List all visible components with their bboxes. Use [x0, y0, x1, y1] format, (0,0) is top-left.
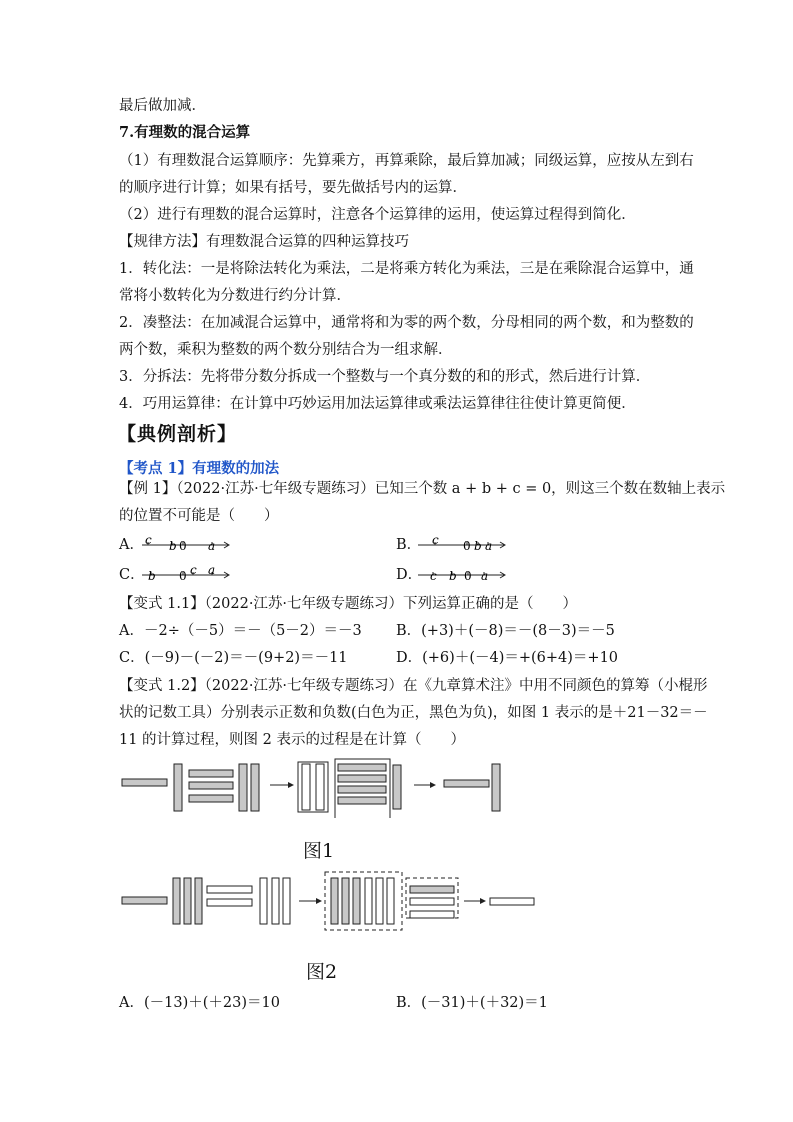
text-line: （1）有理数混合运算顺序：先算乘方，再算乘除，最后算加减；同级运算，应按从左到右 — [119, 153, 694, 169]
text-line: 常将小数转化为分数进行约分计算． — [119, 288, 351, 304]
option-d-label: D． — [396, 567, 423, 583]
tick-label: a — [208, 539, 216, 553]
variant11-stem: 【变式 1.1】（2022·江苏·七年级专题练习）下列运算正确的是（ ） — [119, 596, 578, 612]
text-line: 的顺序进行计算；如果有括号，要先做括号内的运算． — [119, 180, 467, 196]
counting-rods-figure-2 — [118, 868, 548, 938]
variant11-option-b: B．(+3)＋(－8)＝－(8－3)＝－5 — [396, 623, 615, 639]
example1-stem-cont: 的位置不可能是（ ） — [119, 508, 279, 524]
option-c-label: C． — [119, 567, 145, 583]
tick-label: c — [432, 533, 439, 547]
text-line: 【规律方法】有理数混合运算的四种运算技巧 — [119, 234, 409, 250]
option-b-label: B． — [396, 537, 422, 553]
number-line-a — [140, 532, 235, 560]
text-line: 3．分拆法：先将带分数分拆成一个整数与一个真分数的和的形式，然后进行计算． — [119, 369, 651, 385]
tick-label: a — [485, 539, 493, 553]
section-title: 【典例剖析】 — [117, 423, 238, 445]
tick-label: b — [148, 569, 156, 583]
tick-label: b — [474, 539, 482, 553]
text-line: （2）进行有理数的混合运算时，注意各个运算律的运用，使运算过程得到简化． — [119, 207, 636, 223]
tick-label: b — [449, 569, 457, 583]
variant11-option-d: D．(+6)＋(－4)＝+(6+4)＝+10 — [396, 650, 619, 666]
text-line: 4．巧用运算律：在计算中巧妙运用加法运算律或乘法运算律往往使计算更简便． — [119, 396, 636, 412]
variant11-option-c: C．(－9)－(－2)＝－(9+2)＝－11 — [119, 650, 348, 666]
tick-label: 0 — [179, 569, 187, 583]
variant12-option-a: A．(－13)＋(＋23)＝10 — [119, 995, 280, 1011]
figure-2-caption: 图2 — [306, 961, 338, 983]
tick-label: 0 — [179, 539, 187, 553]
variant12-stem-cont: 11 的计算过程，则图 2 表示的过程是在计算（ ） — [119, 732, 466, 748]
option-a-label: A． — [119, 537, 144, 553]
tick-label: a — [481, 569, 489, 583]
text-line: 最后做加减． — [119, 98, 206, 114]
tick-label: c — [145, 533, 152, 547]
text-line: 2．凑整法：在加减混合运算中，通常将和为零的两个数，分母相同的两个数，和为整数的 — [119, 315, 694, 331]
kaodian-heading: 【考点 1】有理数的加法 — [119, 460, 280, 477]
text-line: 1．转化法：一是将除法转化为乘法，二是将乘方转化为乘法，三是在乘除混合运算中，通 — [119, 261, 694, 277]
tick-label: c — [430, 569, 437, 583]
variant11-option-a: A．－2÷（－5）＝－（5－2）＝－3 — [119, 623, 362, 639]
tick-label: b — [169, 539, 177, 553]
number-line-d — [416, 562, 511, 590]
heading-mixed-operations: 7.有理数的混合运算 — [119, 124, 251, 141]
counting-rods-figure-1 — [118, 756, 518, 822]
tick-label: c — [190, 563, 197, 577]
variant12-stem-cont: 状的记数工具）分别表示正数和负数(白色为正，黑色为负)，如图 1 表示的是＋21－32＝－ — [119, 705, 708, 721]
figure-1-caption: 图1 — [303, 840, 335, 862]
tick-label: a — [208, 563, 216, 577]
tick-label: 0 — [463, 539, 471, 553]
example1-stem: 【例 1】（2022·江苏·七年级专题练习）已知三个数 a + b + c = 0，则这三个数在数轴上表示 — [119, 481, 726, 497]
number-line-b — [416, 532, 511, 560]
text-line: 两个数，乘积为整数的两个数分别结合为一组求解． — [119, 342, 453, 358]
tick-label: 0 — [464, 569, 472, 583]
number-line-c — [140, 562, 235, 590]
variant12-stem: 【变式 1.2】（2022·江苏·七年级专题练习）在《九章算术注》中用不同颜色的算筹（小棍形 — [119, 678, 708, 694]
variant12-option-b: B．(－31)＋(＋32)＝1 — [396, 995, 548, 1011]
